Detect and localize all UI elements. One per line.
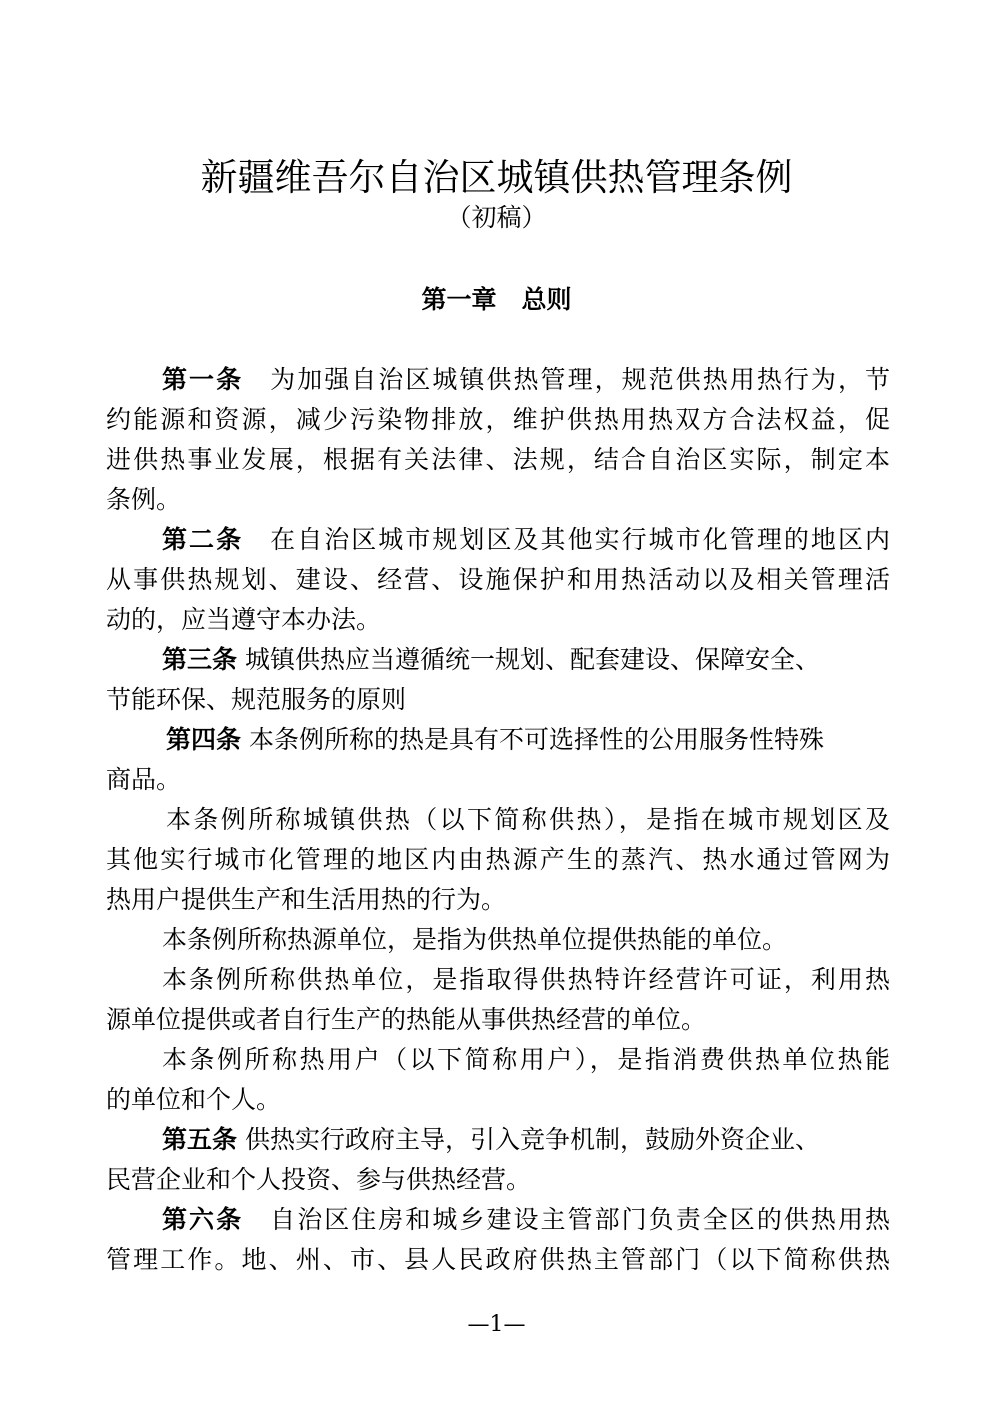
text-line (106, 920, 890, 960)
line-text: 为加强自治区城镇供热管理，规范供热用热行为，节 (243, 365, 890, 394)
article-label: 第五条 (162, 1125, 238, 1154)
line-text: 从事供热规划、建设、经营、设施保护和用热活动以及相关管理活 (106, 565, 890, 594)
text-line (106, 800, 890, 840)
line-text: 供热实行政府主导，引入竞争机制，鼓励外资企业、 (237, 1125, 820, 1154)
line-text: 本条例所称供热单位，是指取得供热特许经营许可证，利用热 (162, 965, 890, 994)
article-label: 第四条 (166, 725, 242, 754)
text-line (106, 760, 890, 800)
text-line (106, 720, 890, 760)
text-line (106, 560, 890, 600)
line-text: 民营企业和个人投资、参与供热经营。 (106, 1165, 532, 1194)
page-number: —1— (467, 1312, 526, 1337)
text-line (106, 1160, 890, 1200)
line-text: 本条例所称热源单位，是指为供热单位提供热能的单位。 (162, 925, 788, 954)
line-text: 城镇供热应当遵循统一规划、配套建设、保障安全、 (237, 645, 820, 674)
article-label: 第一条 (162, 365, 244, 394)
text-line (106, 600, 890, 640)
text-line (106, 1200, 890, 1240)
line-text: 其他实行城市化管理的地区内由热源产生的蒸汽、热水通过管网为 (106, 845, 890, 874)
text-line (106, 880, 890, 920)
text-line (106, 960, 890, 1000)
line-text: 自治区住房和城乡建设主管部门负责全区的供热用热 (243, 1205, 890, 1234)
text-line (106, 1000, 890, 1040)
document-body (106, 360, 890, 1280)
text-line (106, 1080, 890, 1120)
document-title: 新疆维吾尔自治区城镇供热管理条例 (200, 156, 793, 199)
text-line (106, 1120, 890, 1160)
line-text: 本条例所称的热是具有不可选择性的公用服务性特殊 (241, 725, 824, 754)
text-line (106, 480, 890, 520)
text-line (106, 1040, 890, 1080)
line-text: 动的，应当遵守本办法。 (106, 605, 382, 634)
text-line (106, 840, 890, 880)
text-line (106, 1240, 890, 1280)
line-text: 在自治区城市规划区及其他实行城市化管理的地区内 (243, 525, 890, 554)
line-text: 的单位和个人。 (106, 1085, 282, 1114)
line-text: 节能环保、规范服务的原则 (106, 685, 407, 714)
line-text: 源单位提供或者自行生产的热能从事供热经营的单位。 (106, 1005, 707, 1034)
text-line (106, 360, 890, 400)
line-text: 商品。 (106, 765, 182, 794)
line-text: 进供热事业发展，根据有关法律、法规，结合自治区实际，制定本 (106, 445, 890, 474)
text-line (106, 400, 890, 440)
line-text: 约能源和资源，减少污染物排放，维护供热用热双方合法权益，促 (106, 405, 890, 434)
article-label: 第三条 (162, 645, 238, 674)
line-text: 管理工作。地、州、市、县人民政府供热主管部门（以下简称供热 (106, 1245, 890, 1274)
article-label: 第二条 (162, 525, 244, 554)
text-line (106, 440, 890, 480)
text-line (106, 680, 890, 720)
document-subtitle: （初稿） (446, 203, 547, 232)
text-line (106, 520, 890, 560)
line-text: 热用户提供生产和生活用热的行为。 (106, 885, 507, 914)
text-line (106, 640, 890, 680)
chapter-heading: 第一章 总则 (421, 285, 572, 314)
article-label: 第六条 (162, 1205, 244, 1234)
line-text: 本条例所称城镇供热（以下简称供热），是指在城市规划区及 (166, 805, 890, 834)
line-text: 本条例所称热用户（以下简称用户），是指消费供热单位热能 (162, 1045, 890, 1074)
line-text: 条例。 (106, 485, 182, 514)
